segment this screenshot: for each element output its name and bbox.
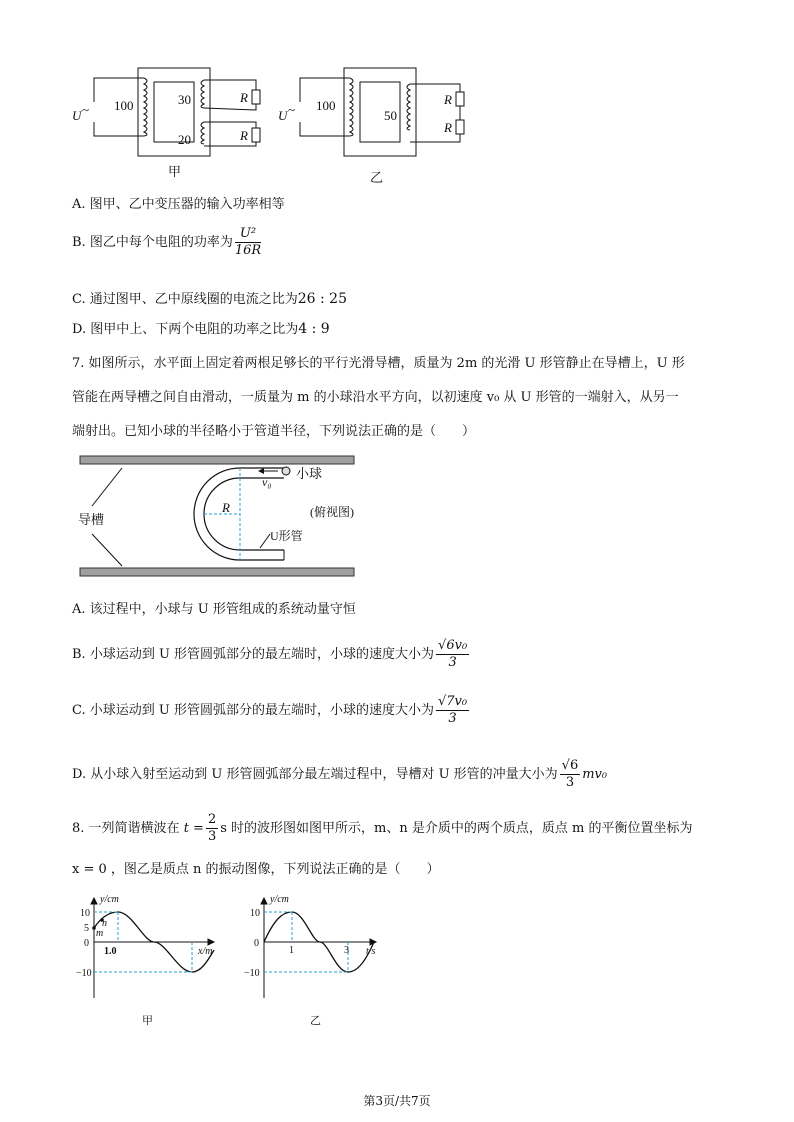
q8-stem-suffix: s 时的波形图如图甲所示，m、n 是介质中的两个质点，质点 m 的平衡位置坐标为 <box>220 821 693 836</box>
yi-secondary-coil <box>407 84 410 130</box>
q7-option-d-numerator: √6 <box>561 758 579 773</box>
ball <box>282 467 290 475</box>
guide-label: 导槽 <box>78 512 105 527</box>
q7-option-d-text: D. 从小球入射至运动到 U 形管圆弧部分最左端过程中，导槽对 U 形管的冲量大小为 <box>72 767 558 782</box>
q7-option-b-numerator: √6v₀ <box>438 638 468 653</box>
wave-graph-jia <box>74 890 234 1030</box>
vib-t-tick-3: 3 <box>344 945 349 956</box>
wave-x-label: x/m <box>198 946 213 957</box>
q8-stem-line2: x = 0 ，图乙是质点 n 的振动图像，下列说法正确的是（ ） <box>72 862 440 877</box>
lower-guide-rail <box>80 568 354 576</box>
wave-y-min: −10 <box>76 968 92 979</box>
q7-option-c-fraction <box>436 694 469 727</box>
jia-lower-resistor <box>252 128 260 142</box>
q8-stem-numerator: 2 <box>207 812 217 827</box>
q7-option-c-numerator: √7v₀ <box>437 694 468 709</box>
v0-label: v₀ <box>262 475 272 489</box>
ball-label: 小球 <box>296 466 323 481</box>
label-m: m <box>96 928 104 939</box>
jia-lower-secondary-coil <box>201 122 204 144</box>
jia-lower-resistor-label: R <box>240 128 248 143</box>
jia-primary-coil <box>144 78 147 136</box>
yi-upper-resistor-label: R <box>444 92 452 107</box>
q7-option-c <box>72 694 471 727</box>
view-label: (俯视图) <box>310 505 354 519</box>
q7-option-c-denominator: 3 <box>448 711 457 726</box>
q6-option-b <box>72 226 263 259</box>
wave-origin: 0 <box>84 938 89 949</box>
wave-caption: 甲 <box>142 1015 153 1027</box>
q6-option-b-denominator: 16R <box>234 243 262 258</box>
yi-source-tilde: ~ <box>288 102 296 117</box>
transformer-figure <box>60 60 480 190</box>
jia-upper-resistor-label: R <box>240 90 248 105</box>
guide-pointer-upper <box>92 468 122 506</box>
transformer-yi-core-outer <box>344 68 416 156</box>
q8-stem-fraction <box>206 812 218 845</box>
yi-lower-resistor-label: R <box>444 120 452 135</box>
transformer-jia-core-outer <box>138 68 210 156</box>
wave-y-label: y/cm <box>100 894 119 905</box>
vib-caption: 乙 <box>310 1015 321 1027</box>
jia-upper-turns: 30 <box>178 92 191 107</box>
wave-y-max: 10 <box>80 908 90 919</box>
q7-option-b <box>72 638 471 671</box>
vib-t-label: t/s <box>366 946 376 957</box>
vib-y-max: 10 <box>250 908 260 919</box>
jia-upper-resistor <box>252 90 260 104</box>
q8-stem-t: t = <box>183 821 204 836</box>
guide-pointer-lower <box>92 534 122 566</box>
jia-caption: 甲 <box>168 164 182 179</box>
yi-primary-turns: 100 <box>316 98 336 113</box>
q8-stem-line1 <box>72 812 692 845</box>
q6-option-b-numerator: U² <box>235 226 261 243</box>
q7-option-b-fraction <box>436 638 469 671</box>
yi-source-label: U <box>278 108 288 123</box>
q7-stem-line2: 管能在两导槽之间自由滑动，一质量为 m 的小球沿水平方向，以初速度 v₀ 从 U 形管的一端射入，从另一 <box>72 390 679 405</box>
u-tube-figure <box>74 448 394 584</box>
q7-stem-line3: 端射出。已知小球的半径略小于管道半径，下列说法正确的是（ ） <box>72 424 476 439</box>
yi-lower-resistor <box>456 120 464 134</box>
q6-option-b-text: B. 图乙中每个电阻的功率为 <box>72 235 233 250</box>
wave-y-5: 5 <box>84 923 89 934</box>
utube-label: U形管 <box>270 529 303 543</box>
q6-option-c-text: C. 通过图甲、乙中原线圈的电流之比为 <box>72 292 298 307</box>
yi-secondary-turns: 50 <box>384 108 397 123</box>
q7-option-b-denominator: 3 <box>448 655 457 670</box>
yi-upper-resistor <box>456 92 464 106</box>
vib-t-tick-1: 1 <box>289 945 294 956</box>
q7-option-d <box>72 758 607 791</box>
q6-option-d <box>72 318 330 337</box>
jia-primary-turns: 100 <box>114 98 134 113</box>
vib-y-min: −10 <box>244 968 260 979</box>
yi-primary-coil <box>350 78 353 136</box>
q6-option-a: A. 图甲、乙中变压器的输入功率相等 <box>72 197 285 212</box>
label-n: n <box>102 918 107 929</box>
vib-origin: 0 <box>254 938 259 949</box>
q7-option-d-fraction <box>560 758 581 791</box>
jia-source-label: U <box>72 108 82 123</box>
jia-source-tilde: ~ <box>82 102 90 117</box>
page-footer: 第3页/共7页 <box>363 1094 431 1108</box>
jia-upper-secondary-coil <box>201 80 204 108</box>
vib-y-label: y/cm <box>270 894 289 905</box>
jia-lower-turns: 20 <box>178 132 191 147</box>
upper-guide-rail <box>80 456 354 464</box>
vibration-graph-yi <box>236 890 396 1030</box>
q8-stem-text: 8. 一列简谐横波在 <box>72 821 180 836</box>
q6-option-c-ratio: 26 : 25 <box>297 291 347 307</box>
wave-x-tick: 1.0 <box>104 946 117 957</box>
radius-label: R <box>222 500 230 515</box>
yi-caption: 乙 <box>370 170 384 185</box>
utube-pointer <box>260 534 270 548</box>
q8-stem-denominator: 3 <box>207 829 217 844</box>
q7-option-d-suffix: mv₀ <box>582 767 608 782</box>
q6-option-d-ratio: 4 : 9 <box>298 321 330 337</box>
q6-option-c <box>72 288 347 307</box>
q7-option-a: A. 该过程中，小球与 U 形管组成的系统动量守恒 <box>72 602 356 617</box>
q7-stem-line1: 7. 如图所示，水平面上固定着两根足够长的平行光滑导槽，质量为 2m 的光滑 U 形管静止在导槽上，U 形 <box>72 356 685 371</box>
q7-option-d-denominator: 3 <box>565 775 575 790</box>
q6-option-b-fraction <box>235 226 261 259</box>
q7-option-b-text: B. 小球运动到 U 形管圆弧部分的最左端时，小球的速度大小为 <box>72 647 435 662</box>
q7-option-c-text: C. 小球运动到 U 形管圆弧部分的最左端时，小球的速度大小为 <box>72 703 434 718</box>
q6-option-d-text: D. 图甲中上、下两个电阻的功率之比为 <box>72 322 299 337</box>
